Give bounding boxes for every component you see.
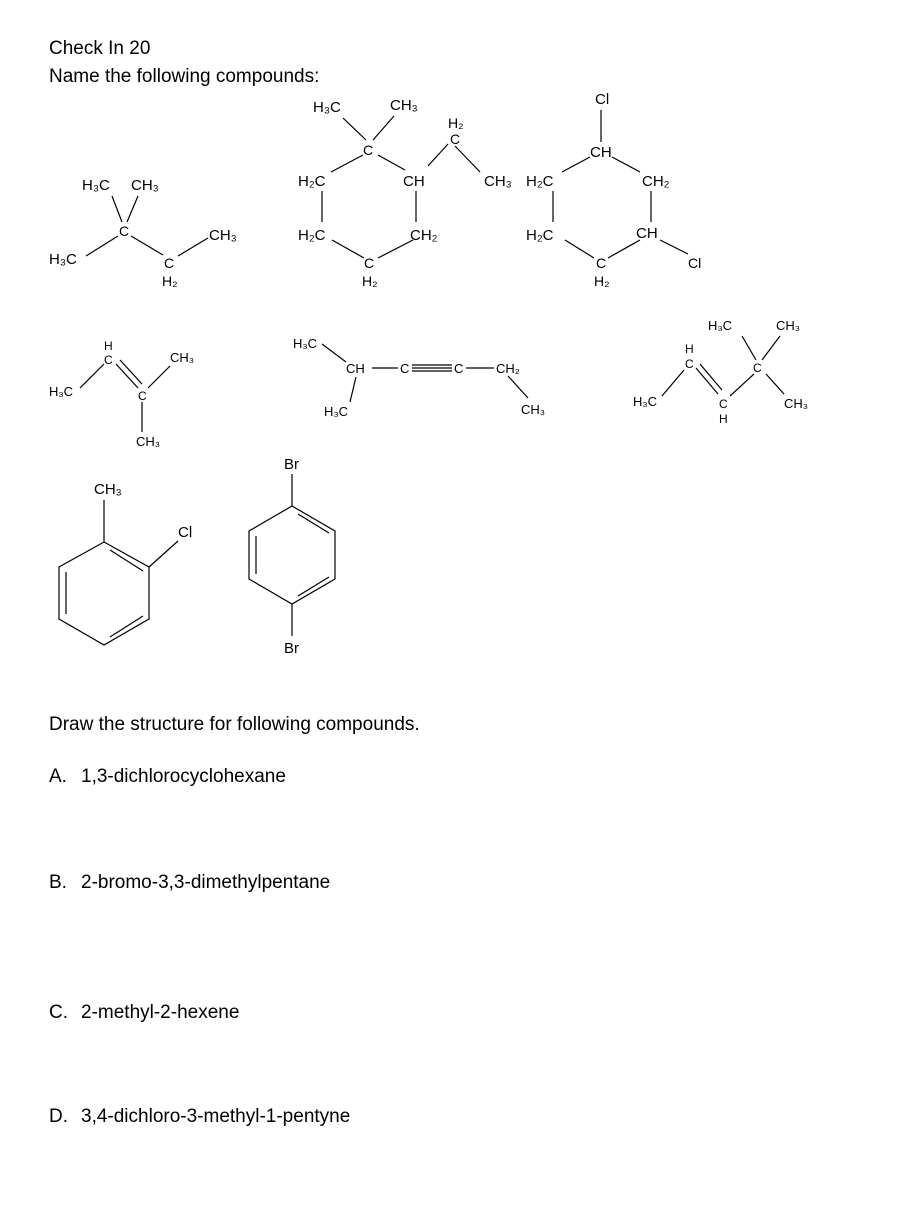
instruction-text: Name the following compounds: bbox=[49, 66, 320, 87]
s5-c2: C bbox=[454, 361, 464, 376]
s4-ch3-b: CH₃ bbox=[136, 434, 161, 449]
bond bbox=[331, 155, 363, 172]
structure-5 bbox=[293, 336, 545, 419]
bond bbox=[742, 336, 756, 360]
bond bbox=[298, 514, 329, 533]
structure-1 bbox=[49, 177, 237, 289]
s8-br-top: Br bbox=[284, 456, 299, 473]
s2-c-bot: C bbox=[364, 255, 375, 271]
bond bbox=[662, 370, 684, 396]
s3-ch2: CH₂ bbox=[642, 173, 670, 190]
s1-c2: C bbox=[164, 255, 175, 271]
s1-ch3-b: CH₃ bbox=[209, 227, 237, 244]
prompt-b bbox=[49, 872, 330, 894]
s2-h2c-b: H₂C bbox=[298, 227, 326, 244]
bond bbox=[112, 196, 122, 222]
s6-h3c-a: H₃C bbox=[708, 318, 733, 333]
prompt-letter: B. bbox=[49, 872, 67, 893]
bond bbox=[127, 196, 138, 222]
s1-h3c-a: H₃C bbox=[82, 177, 110, 194]
bond bbox=[86, 236, 118, 256]
s3-c-bot: C bbox=[596, 255, 607, 271]
bond bbox=[298, 577, 329, 596]
bond bbox=[178, 238, 208, 256]
s3-h2c-b: H₂C bbox=[526, 227, 554, 244]
s8-br-bot: Br bbox=[284, 640, 299, 657]
s5-ch2: CH₂ bbox=[496, 361, 520, 376]
s2-h3c: H₃C bbox=[313, 99, 341, 116]
structure-7 bbox=[59, 481, 192, 645]
s7-cl: Cl bbox=[178, 524, 193, 541]
s4-c2: C bbox=[138, 389, 147, 403]
bond bbox=[149, 541, 178, 567]
s6-ch3-a: CH₃ bbox=[776, 318, 801, 333]
bond bbox=[660, 240, 688, 254]
s2-c-top: C bbox=[450, 131, 461, 147]
s4-h3c: H₃C bbox=[49, 384, 74, 399]
bond bbox=[373, 116, 394, 140]
bond bbox=[562, 157, 590, 172]
s3-cl-top: Cl bbox=[595, 91, 610, 108]
structure-4 bbox=[49, 339, 194, 449]
draw-heading: Draw the structure for following compounds. bbox=[49, 714, 420, 735]
prompt-letter: D. bbox=[49, 1106, 68, 1127]
prompt-name: 3,4-dichloro-3-methyl-1-pentyne bbox=[81, 1106, 351, 1127]
s6-c3: C bbox=[753, 361, 762, 375]
s2-h2c-a: H₂C bbox=[298, 173, 326, 190]
page-title: Check In 20 bbox=[49, 38, 151, 59]
bond bbox=[428, 144, 448, 166]
benzene-ring bbox=[59, 542, 149, 645]
s1-c: C bbox=[119, 223, 130, 239]
prompt-letter: A. bbox=[49, 766, 67, 787]
prompt-letter: C. bbox=[49, 1002, 68, 1023]
s5-ch3: CH₃ bbox=[521, 402, 546, 417]
structure-8 bbox=[249, 456, 335, 657]
prompt-name: 2-bromo-3,3-dimethylpentane bbox=[81, 872, 331, 893]
structure-6 bbox=[633, 318, 808, 426]
s3-h2c-a: H₂C bbox=[526, 173, 554, 190]
s5-h3c-a: H₃C bbox=[293, 336, 318, 351]
benzene-ring bbox=[249, 506, 335, 604]
prompt-name: 1,3-dichlorocyclohexane bbox=[81, 766, 286, 787]
bond bbox=[332, 240, 364, 258]
bond bbox=[730, 374, 754, 396]
s5-c1: C bbox=[400, 361, 410, 376]
s4-h: H bbox=[104, 339, 113, 353]
bond bbox=[80, 364, 104, 388]
s1-h2: H₂ bbox=[162, 273, 178, 289]
s2-ch: CH bbox=[403, 173, 425, 190]
s4-ch3-a: CH₃ bbox=[170, 350, 195, 365]
bond bbox=[508, 376, 528, 398]
bond bbox=[565, 240, 594, 258]
s2-ch3: CH₃ bbox=[390, 97, 418, 114]
s5-ch: CH bbox=[346, 361, 365, 376]
bond bbox=[455, 146, 480, 172]
s6-ch3-b: CH₃ bbox=[784, 396, 809, 411]
structure-3 bbox=[526, 91, 701, 289]
bond bbox=[131, 236, 163, 255]
s6-h-b: H bbox=[719, 412, 728, 426]
s2-c: C bbox=[363, 142, 374, 158]
s3-cl-r: Cl bbox=[688, 255, 702, 271]
s1-h3c-b: H₃C bbox=[49, 251, 77, 268]
s6-h3c-b: H₃C bbox=[633, 394, 658, 409]
s6-c1: C bbox=[685, 357, 694, 371]
bond bbox=[110, 616, 143, 637]
bond bbox=[148, 366, 170, 388]
bond bbox=[766, 374, 784, 394]
bond bbox=[612, 157, 640, 172]
s2-ch3-end: CH₃ bbox=[484, 173, 512, 190]
prompt-c bbox=[49, 1002, 239, 1024]
bond bbox=[762, 336, 780, 360]
s4-c1: C bbox=[104, 353, 113, 367]
prompt-name: 2-methyl-2-hexene bbox=[81, 1002, 240, 1023]
s2-h2-bot: H₂ bbox=[362, 273, 378, 289]
s3-ch-b: CH bbox=[636, 225, 658, 242]
s6-c2: C bbox=[719, 397, 728, 411]
structure-2 bbox=[298, 97, 512, 289]
s2-h2-top: H₂ bbox=[448, 115, 464, 131]
prompt-a bbox=[49, 766, 286, 788]
prompt-d bbox=[49, 1106, 350, 1128]
bond bbox=[322, 344, 346, 362]
bond bbox=[343, 118, 366, 140]
bond bbox=[608, 240, 640, 258]
bond bbox=[378, 155, 405, 170]
s3-h2-bot: H₂ bbox=[594, 273, 610, 289]
s7-ch3: CH₃ bbox=[94, 481, 122, 498]
s2-ch2: CH₂ bbox=[410, 227, 438, 244]
s5-h3c-b: H₃C bbox=[324, 404, 349, 419]
s1-ch3-a: CH₃ bbox=[131, 177, 159, 194]
s3-ch: CH bbox=[590, 144, 612, 161]
bond bbox=[350, 377, 356, 402]
s6-h: H bbox=[685, 342, 694, 356]
bond bbox=[378, 240, 413, 258]
